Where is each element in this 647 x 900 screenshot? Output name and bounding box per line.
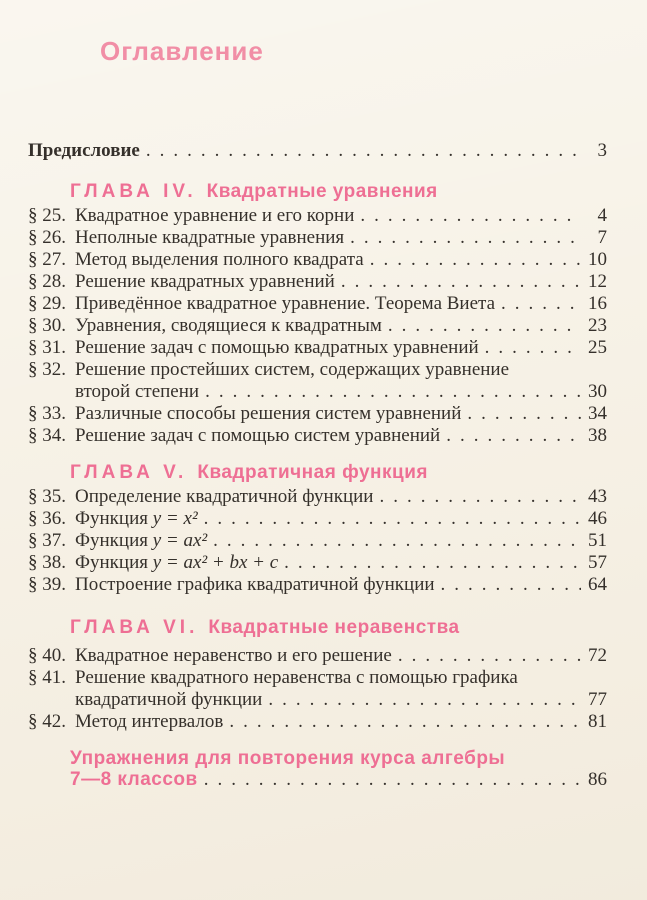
toc-entry: [28, 552, 607, 574]
entry-number: § 26.: [28, 227, 66, 248]
entry-text: Решение квадратного неравенства с помощью графика: [75, 667, 518, 688]
entry-text: Решение задач с помощью квадратных уравнений: [75, 337, 479, 358]
chapter-title: Квадратичная функция: [197, 462, 428, 483]
entry-body: [75, 645, 607, 667]
toc-chapter: [28, 462, 607, 596]
entry-number: § 28.: [28, 271, 66, 292]
chapter-label: ГЛАВА IV.: [70, 181, 197, 202]
entry-text: Определение квадратичной функции: [75, 486, 374, 507]
entry-line: [75, 667, 607, 689]
dot-leader: [392, 645, 581, 667]
entry-body: [75, 403, 607, 425]
page-number: 46: [588, 508, 607, 529]
entry-text: Функция: [75, 552, 153, 573]
entry-line: [75, 574, 607, 596]
dot-leader: [278, 552, 581, 574]
toc-chapter: [28, 181, 607, 447]
toc-preface-row: [28, 140, 607, 162]
entry-text: Решение задач с помощью систем уравнений: [75, 425, 441, 446]
entry-line: [75, 227, 607, 249]
entry-body: [75, 486, 607, 508]
page-number: 38: [588, 425, 607, 446]
entry-number: § 39.: [28, 574, 66, 595]
page-number: 51: [588, 530, 607, 551]
dot-leader: [223, 711, 581, 733]
toc-entry: [28, 508, 607, 530]
entry-text: Функция: [75, 508, 153, 529]
dot-leader: [373, 486, 581, 508]
page-number: 30: [588, 381, 607, 402]
page-number: 34: [588, 403, 607, 424]
toc-entry: [28, 711, 607, 733]
chapter-heading: [70, 462, 607, 484]
entry-body: [75, 552, 607, 574]
entry-line: [75, 403, 607, 425]
entry-body: [75, 667, 607, 711]
entry-line: [75, 711, 607, 733]
toc-entry: [28, 293, 607, 315]
entry-body: [75, 227, 607, 249]
entry-number: § 38.: [28, 552, 66, 573]
entry-number: § 29.: [28, 293, 66, 314]
dot-leader: [199, 381, 581, 403]
footer-heading-line-2: [70, 769, 607, 790]
footer-heading-line-1: Упражнения для повторения курса алгебры: [70, 748, 506, 769]
chapter-heading: [70, 617, 607, 639]
entry-body: [75, 530, 607, 552]
toc-entry: [28, 667, 607, 711]
toc-footer-row: [70, 748, 607, 790]
entry-number: § 30.: [28, 315, 66, 336]
entry-line: [75, 271, 607, 293]
page-title: Оглавление: [100, 36, 264, 66]
dot-leader: [435, 574, 581, 596]
entry-math-text: y = ax²: [152, 530, 208, 551]
toc-entry: [28, 205, 607, 227]
entry-text: Неполные квадратные уравнения: [75, 227, 345, 248]
page-number: 77: [588, 689, 607, 710]
entry-text: Квадратное уравнение и его корни: [75, 205, 355, 226]
entry-number: § 40.: [28, 645, 66, 666]
entry-number: § 36.: [28, 508, 66, 529]
entry-body: [75, 337, 607, 359]
dot-leader: [382, 315, 581, 337]
page-number: 12: [588, 271, 607, 292]
page-number: 86: [588, 769, 607, 790]
toc-entry: [28, 227, 607, 249]
page-number: 7: [597, 227, 607, 248]
entry-text: квадратичной функции: [75, 689, 263, 710]
toc-entry: [28, 403, 607, 425]
entry-line: [75, 508, 607, 530]
dot-leader: [354, 205, 581, 227]
toc-entry: [28, 337, 607, 359]
entry-body: [75, 574, 607, 596]
toc-chapters: [28, 181, 607, 733]
entry-line: [75, 486, 607, 508]
entry-body: [75, 293, 607, 315]
footer-heading-label: 7—8 классов: [70, 769, 198, 790]
entry-text: Приведённое квадратное уравнение. Теорема Виета: [75, 293, 496, 314]
page-number: 16: [588, 293, 607, 314]
entry-line: [75, 293, 607, 315]
entry-line: [75, 315, 607, 337]
chapter-title: Квадратные неравенства: [208, 617, 460, 638]
entry-text: Функция: [75, 530, 153, 551]
entry-line: [75, 381, 607, 403]
toc-entry: [28, 315, 607, 337]
page-number: 25: [588, 337, 607, 358]
page-number: 72: [588, 645, 607, 666]
page-number: 3: [597, 140, 607, 161]
entry-body: [75, 271, 607, 293]
entry-text: Различные способы решения систем уравнений: [75, 403, 462, 424]
entry-text: Квадратное неравенство и его решение: [75, 645, 392, 666]
entry-body: [75, 205, 607, 227]
dot-leader: [440, 425, 581, 447]
entry-text: Метод выделения полного квадрата: [75, 249, 364, 270]
entry-text: Уравнения, сводящиеся к квадратным: [75, 315, 382, 336]
entry-number: § 27.: [28, 249, 66, 270]
page-number: 10: [588, 249, 607, 270]
toc-entry: [28, 249, 607, 271]
chapter-label: ГЛАВА VI.: [70, 617, 199, 638]
dot-leader: [479, 337, 581, 359]
dot-leader: [262, 689, 581, 711]
toc-entry: [28, 425, 607, 447]
toc-entry: [28, 574, 607, 596]
toc-entry: [28, 271, 607, 293]
chapter-title: Квадратные уравнения: [206, 181, 438, 202]
entry-body: [75, 249, 607, 271]
toc-entry: [28, 486, 607, 508]
entry-line: [75, 530, 607, 552]
entry-line: [75, 337, 607, 359]
toc-entry: [28, 530, 607, 552]
entry-body: [75, 425, 607, 447]
page-number: 64: [588, 574, 607, 595]
page-number: 43: [588, 486, 607, 507]
page-number: 81: [588, 711, 607, 732]
entry-number: § 41.: [28, 667, 66, 688]
entry-text: Решение простейших систем, содержащих уравнение: [75, 359, 510, 380]
toc-chapter: [28, 617, 607, 733]
dot-leader: [495, 293, 581, 315]
page-number: 4: [597, 205, 607, 226]
dot-leader: [461, 403, 581, 425]
dot-leader: [344, 227, 581, 249]
entry-body: [75, 359, 607, 403]
chapter-label: ГЛАВА V.: [70, 462, 188, 483]
entry-number: § 32.: [28, 359, 66, 380]
page-number: 23: [588, 315, 607, 336]
dot-leader: [198, 769, 581, 790]
entry-line: [75, 205, 607, 227]
entry-line: [75, 645, 607, 667]
entry-text: Метод интервалов: [75, 711, 224, 732]
entry-number: § 35.: [28, 486, 66, 507]
entry-line: [75, 689, 607, 711]
entry-text: второй степени: [75, 381, 200, 402]
entry-number: § 33.: [28, 403, 66, 424]
entry-line: [75, 425, 607, 447]
dot-leader: [140, 140, 581, 162]
entry-text: Решение квадратных уравнений: [75, 271, 335, 292]
preface-label: Предисловие: [28, 140, 140, 161]
entry-line: [75, 249, 607, 271]
entry-math-text: y = ax² + bx + c: [152, 552, 279, 573]
entry-body: [75, 508, 607, 530]
chapter-heading: [70, 181, 607, 203]
entry-text: Построение графика квадратичной функции: [75, 574, 435, 595]
entry-number: § 25.: [28, 205, 66, 226]
entry-number: § 37.: [28, 530, 66, 551]
entry-body: [75, 711, 607, 733]
dot-leader: [335, 271, 581, 293]
entry-math-text: y = x²: [152, 508, 198, 529]
dot-leader: [207, 530, 581, 552]
entry-line: [75, 552, 607, 574]
entry-body: [75, 315, 607, 337]
dot-leader: [198, 508, 581, 530]
page-number: 57: [588, 552, 607, 573]
entry-number: § 42.: [28, 711, 66, 732]
dot-leader: [364, 249, 581, 271]
toc-entry: [28, 645, 607, 667]
entry-line: [75, 359, 607, 381]
entry-number: § 31.: [28, 337, 66, 358]
entry-number: § 34.: [28, 425, 66, 446]
toc-entry: [28, 359, 607, 403]
